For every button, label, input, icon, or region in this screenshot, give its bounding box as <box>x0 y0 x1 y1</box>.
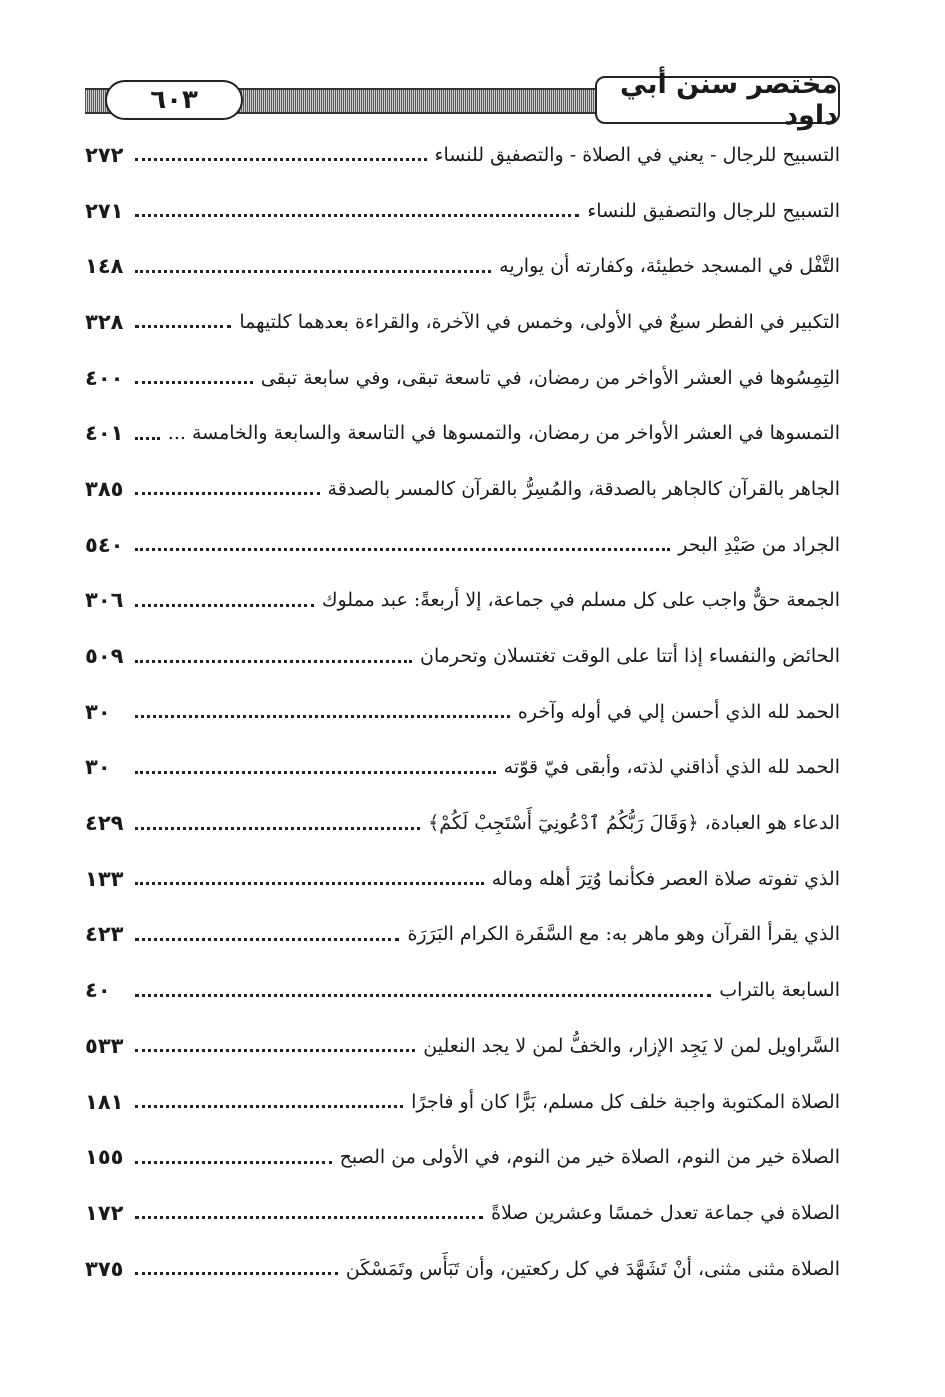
entry-text: الحمد لله الذي أحسن إلي في أوله وآخره <box>517 700 840 723</box>
entry-page-number: ١٧٢ <box>85 1200 124 1225</box>
entry-text: الجمعة حقٌّ واجب على كل مسلم في جماعة، إلا أربعةً: عبد مملوك <box>321 589 840 612</box>
leader-dots <box>135 548 670 551</box>
index-entry <box>85 405 840 461</box>
leader-dots <box>135 660 412 663</box>
entry-text: السَّراويل لمن لا يَجِد الإزار، والخفُّ لمن لا يجد النعلين <box>423 1034 840 1057</box>
entry-page-number: ٣٢٨ <box>85 309 124 334</box>
entry-page-number: ٣٠ <box>85 699 111 724</box>
leader-dots <box>135 715 510 718</box>
index-entry <box>85 183 840 239</box>
leader-dots <box>135 437 160 440</box>
entry-text: التسبيح للرجال - يعني في الصلاة - والتصفيق للنساء <box>434 143 840 166</box>
index-entry <box>85 294 840 350</box>
leader-dots <box>135 1049 415 1052</box>
index-entry <box>85 1129 840 1185</box>
entry-text: الجاهر بالقرآن كالجاهر بالصدقة، والمُسِرُّ بالقرآن كالمسر بالصدقة <box>327 477 840 500</box>
leader-dots <box>135 604 314 607</box>
leader-dots <box>135 994 711 997</box>
index-entry <box>85 1241 840 1297</box>
leader-dots <box>135 1272 338 1275</box>
entry-text: التَّفْل في المسجد خطيئة، وكفارته أن يواريه <box>499 255 840 278</box>
index-entry <box>85 350 840 406</box>
index-entry <box>85 517 840 573</box>
entry-page-number: ٤٠١ <box>85 421 124 446</box>
entry-page-number: ٤٢٩ <box>85 811 124 836</box>
index-entry <box>85 684 840 740</box>
leader-dots <box>135 938 399 941</box>
leader-dots <box>135 1216 483 1219</box>
entry-text: الصلاة مثنى مثنى، أنْ تَشَهَّدَ في كل ركعتين، وأن تَبَأَس وتَمَسْكَن <box>345 1257 840 1280</box>
index-entry <box>85 962 840 1018</box>
index-entry <box>85 907 840 963</box>
entry-page-number: ١٤٨ <box>85 254 124 279</box>
leader-dots <box>135 771 496 774</box>
leader-dots <box>135 492 320 495</box>
page-number: ٦٠٣ <box>105 80 243 120</box>
leader-dots <box>135 325 231 328</box>
entry-page-number: ١٥٥ <box>85 1145 124 1170</box>
leader-dots <box>135 1161 332 1164</box>
index-entry <box>85 1185 840 1241</box>
leader-dots <box>135 270 491 273</box>
entry-page-number: ٣٠ <box>85 755 111 780</box>
entry-text: التمسوها في العشر الأواخر من رمضان، والتمسوها في التاسعة والسابعة والخامسة ... <box>167 422 840 445</box>
index-entry <box>85 238 840 294</box>
entry-text: الصلاة خير من النوم، الصلاة خير من النوم، في الأولى من الصبح <box>339 1146 840 1169</box>
leader-dots <box>135 158 427 161</box>
leader-dots <box>135 827 420 830</box>
index-entry <box>85 740 840 796</box>
entry-page-number: ١٨١ <box>85 1089 124 1114</box>
entry-page-number: ٣٧٥ <box>85 1256 124 1281</box>
entry-text: التسبيح للرجال والتصفيق للنساء <box>587 199 840 222</box>
entry-page-number: ٤٠٠ <box>85 365 124 390</box>
entry-text: الحمد لله الذي أذاقني لذته، وأبقى فيّ قوّته <box>503 756 840 779</box>
index-list <box>85 127 840 1296</box>
entry-page-number: ٥٣٣ <box>85 1033 124 1058</box>
index-entry <box>85 628 840 684</box>
leader-dots <box>135 381 253 384</box>
entry-text: الدعاء هو العبادة، ﴿وَقَالَ رَبُّكُمُ ٱدْعُونِيٓ أَسْتَجِبْ لَكُمْ﴾ <box>428 812 840 835</box>
index-entry <box>85 1074 840 1130</box>
index-entry <box>85 127 840 183</box>
entry-text: الجراد من صَيْدِ البحر <box>678 533 840 556</box>
page-header <box>85 69 840 131</box>
leader-dots <box>135 882 484 885</box>
entry-text: التِمِسُوها في العشر الأواخر من رمضان، في تاسعة تبقى، وفي سابعة تبقى <box>260 366 840 389</box>
book-title: مختصر سنن أبي داود <box>595 76 840 124</box>
entry-text: السابعة بالتراب <box>719 979 840 1002</box>
entry-page-number: ٤٠ <box>85 978 111 1003</box>
entry-page-number: ١٣٣ <box>85 866 124 891</box>
index-entry <box>85 795 840 851</box>
entry-page-number: ٢٧١ <box>85 198 124 223</box>
entry-text: الصلاة في جماعة تعدل خمسًا وعشرين صلاةً <box>491 1201 840 1224</box>
entry-text: الذي يقرأ القرآن وهو ماهر به: مع السَّفَرة الكرام البَرَرَة <box>407 923 840 946</box>
entry-page-number: ٥٠٩ <box>85 644 124 669</box>
entry-page-number: ٢٧٢ <box>85 142 124 167</box>
entry-page-number: ٤٢٣ <box>85 922 124 947</box>
entry-text: الذي تفوته صلاة العصر فكأنما وُتِرَ أهله وماله <box>491 867 840 890</box>
index-entry <box>85 1018 840 1074</box>
entry-page-number: ٣٠٦ <box>85 588 124 613</box>
leader-dots <box>135 1105 403 1108</box>
entry-text: الحائض والنفساء إذا أتتا على الوقت تغتسلان وتحرمان <box>420 645 840 668</box>
index-entry <box>85 573 840 629</box>
index-entry <box>85 851 840 907</box>
entry-page-number: ٣٨٥ <box>85 476 124 501</box>
entry-text: الصلاة المكتوبة واجبة خلف كل مسلم، بَرًّا كان أو فاجرًا <box>411 1090 840 1113</box>
entry-page-number: ٥٤٠ <box>85 532 124 557</box>
entry-text: التكبير في الفطر سبعٌ في الأولى، وخمس في الآخرة، والقراءة بعدهما كلتيهما <box>239 310 840 333</box>
index-entry <box>85 461 840 517</box>
leader-dots <box>135 214 579 217</box>
